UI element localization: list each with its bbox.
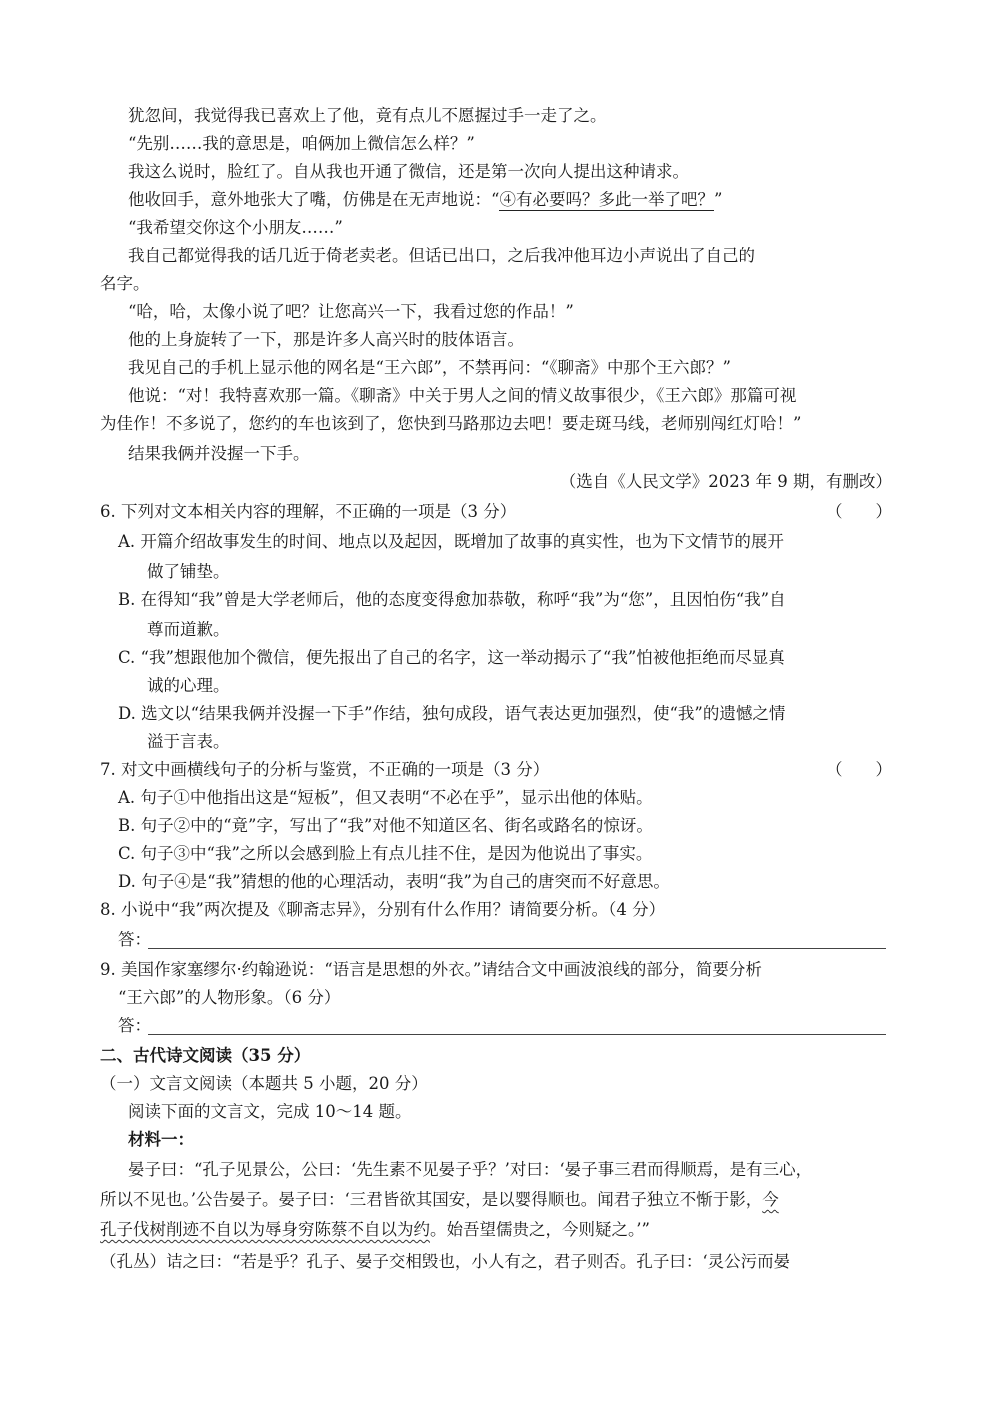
answer-bracket: （ ） [826,502,892,521]
question-6-option-b: B. 在得知“我”曾是大学老师后，他的态度变得愈加恭敬，称呼“我”为“您”，且因怕伤“我”自 [118,590,786,609]
question-7-option-a: A. 句子①中他指出这是“短板”，但又表明“不必在乎”，显示出他的体贴。 [118,788,653,807]
section-title: 二、古代诗文阅读（35 分） [100,1046,311,1065]
story-paragraph: “哈，哈，太像小说了吧？让您高兴一下，我看过您的作品！” [128,302,574,321]
reading-instruction: 阅读下面的文言文，完成 10～14 题。 [128,1102,412,1121]
story-paragraph-continued: 名字。 [100,274,150,293]
story-paragraph: “先别……我的意思是，咱俩加上微信怎么样？” [128,134,475,153]
question-7-option-b: B. 句子②中的“竟”字，写出了“我”对他不知道区名、街名或路名的惊讶。 [118,816,653,835]
classical-text-line [100,1220,650,1240]
source-citation: （选自《人民文学》2023 年 9 期，有删改） [559,472,892,491]
question-9-stem: 9. 美国作家塞缪尔·约翰逊说：“语言是思想的外衣。”请结合文中画波浪线的部分，简要分析 [100,960,762,979]
question-6-option-c: C. “我”想跟他加个微信，便先报出了自己的名字，这一举动揭示了“我”怕被他拒绝而尽显真 [118,648,785,667]
answer-line[interactable] [148,1034,886,1035]
question-6-stem: 6. 下列对文本相关内容的理解，不正确的一项是（3 分） [100,502,517,521]
question-6-option-d-cont: 溢于言表。 [147,732,230,751]
wavy-underlined-text: 孔子伐树削迹不自以为辱身穷陈蔡不自以为约 [100,1220,430,1239]
subsection-title: （一）文言文阅读（本题共 5 小题，20 分） [100,1074,428,1093]
story-paragraph: 他的上身旋转了一下，那是许多人高兴时的肢体语言。 [128,330,524,349]
question-6-option-d: D. 选文以“结果我俩并没握一下手”作结，独句成段，语气表达更加强烈，使“我”的遗憾之情 [118,704,786,723]
question-9-stem-cont: “王六郎”的人物形象。（6 分） [118,988,341,1007]
classical-text-line: （孔丛）诘之曰：“若是乎？孔子、晏子交相毁也，小人有之，君子则否。孔子曰：‘灵公污而晏 [100,1252,791,1271]
story-paragraph [128,190,722,210]
story-text: ” [713,190,723,209]
answer-label: 答： [118,930,151,949]
answer-line[interactable] [148,948,886,949]
question-7-option-c: C. 句子③中“我”之所以会感到脸上有点儿挂不住，是因为他说出了事实。 [118,844,653,863]
classical-text: 所以不见也。’公告晏子。晏子曰：‘三君皆欲其国安，是以婴得顺也。闻君子独立不惭于影， [100,1190,763,1209]
story-paragraph: 犹忽间，我觉得我已喜欢上了他，竟有点儿不愿握过手一走了之。 [128,106,607,125]
story-paragraph: 我这么说时，脸红了。自从我也开通了微信，还是第一次向人提出这种请求。 [128,162,689,181]
material-label: 材料一： [128,1130,194,1149]
wavy-underlined-text: 今 [762,1190,779,1209]
classical-text: 。始吾望儒贵之，今则疑之。’” [430,1220,650,1239]
answer-bracket: （ ） [826,760,892,779]
story-text: 他收回手，意外地张大了嘴，仿佛是在无声地说：“ [128,190,500,209]
story-paragraph: 我自己都觉得我的话几近于倚老卖老。但话已出口，之后我冲他耳边小声说出了自己的 [128,246,755,265]
story-paragraph: 我见自己的手机上显示他的网名是“王六郎”，不禁再问：“《聊斋》中那个王六郎？” [128,358,731,377]
question-7-option-d: D. 句子④是“我”猜想的他的心理活动，表明“我”为自己的唐突而不好意思。 [118,872,670,891]
question-8-stem: 8. 小说中“我”两次提及《聊斋志异》，分别有什么作用？请简要分析。（4 分） [100,900,666,919]
question-6-option-a-cont: 做了铺垫。 [147,562,230,581]
underlined-sentence-4: ④有必要吗？多此一举了吧？ [499,190,714,209]
classical-text-line [100,1190,779,1210]
question-6-option-a: A. 开篇介绍故事发生的时间、地点以及起因，既增加了故事的真实性，也为下文情节的展开 [118,532,784,551]
classical-text-line: 晏子曰：“孔子见景公，公曰：‘先生素不见晏子乎？’对曰：‘晏子事三君而得顺焉，是有三心， [128,1160,813,1179]
story-paragraph: 他说：“对！我特喜欢那一篇。《聊斋》中关于男人之间的情义故事很少，《王六郎》那篇可视 [128,386,797,405]
question-6-option-b-cont: 尊而道歉。 [147,620,230,639]
story-paragraph-continued: 为佳作！不多说了，您约的车也该到了，您快到马路那边去吧！要走斑马线，老师别闯红灯哈！” [100,414,802,433]
question-6-option-c-cont: 诚的心理。 [147,676,230,695]
story-paragraph: “我希望交你这个小朋友……” [128,218,343,237]
answer-label: 答： [118,1016,151,1035]
question-7-stem: 7. 对文中画横线句子的分析与鉴赏，不正确的一项是（3 分） [100,760,550,779]
story-paragraph: 结果我俩并没握一下手。 [128,444,310,463]
